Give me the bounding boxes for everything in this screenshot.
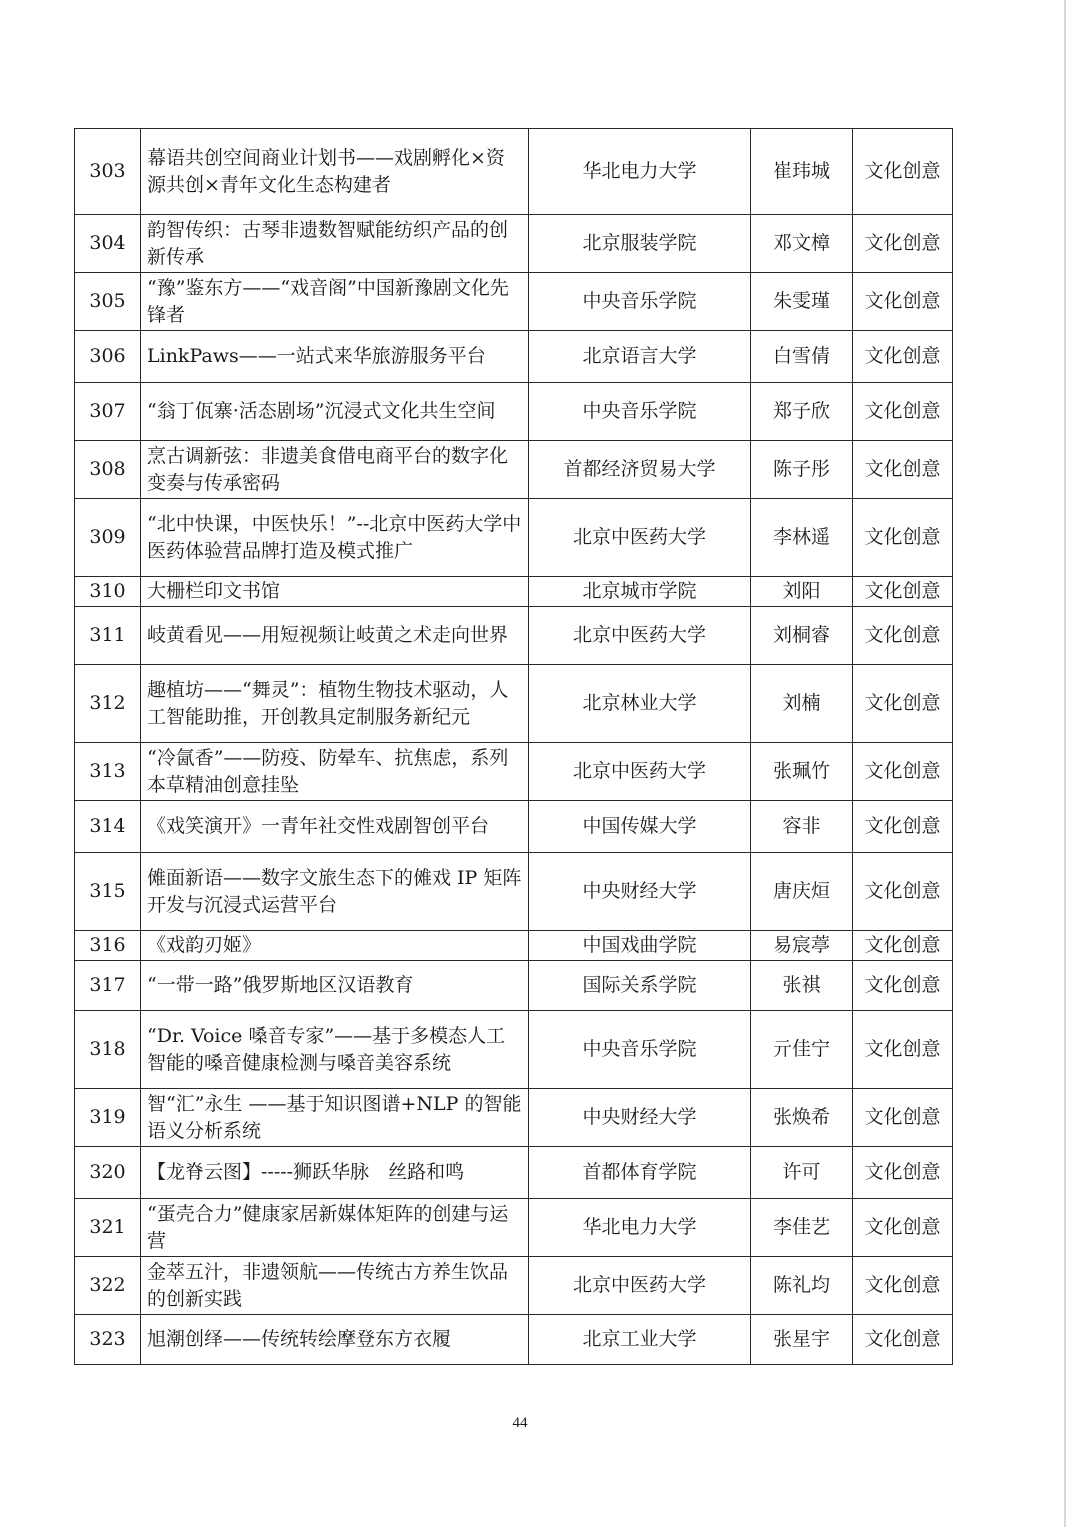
- school-name: 中国传媒大学: [529, 801, 751, 853]
- leader-name: 易宸葶: [751, 931, 853, 961]
- category: 文化创意: [853, 499, 953, 577]
- table-row: [75, 665, 953, 743]
- leader-name: 李林遥: [751, 499, 853, 577]
- row-number: 309: [75, 499, 141, 577]
- table-row: [75, 1199, 953, 1257]
- category: 文化创意: [853, 215, 953, 273]
- category: 文化创意: [853, 1315, 953, 1365]
- row-number: 322: [75, 1257, 141, 1315]
- leader-name: 张祺: [751, 961, 853, 1011]
- category: 文化创意: [853, 801, 953, 853]
- table-row: [75, 1315, 953, 1365]
- table-row: [75, 853, 953, 931]
- entries-table-body: [75, 129, 953, 1365]
- row-number: 319: [75, 1089, 141, 1147]
- leader-name: 朱雯瑾: [751, 273, 853, 331]
- school-name: 北京中医药大学: [529, 743, 751, 801]
- category: 文化创意: [853, 273, 953, 331]
- project-title: “翁丁佤寨·活态剧场”沉浸式文化共生空间: [141, 383, 529, 441]
- project-title: 趣植坊——“舞灵”：植物生物技术驱动，人工智能助推，开创教具定制服务新纪元: [141, 665, 529, 743]
- page-number: 44: [512, 1415, 528, 1431]
- leader-name: 陈子彤: [751, 441, 853, 499]
- school-name: 北京中医药大学: [529, 607, 751, 665]
- table-row: [75, 499, 953, 577]
- category: 文化创意: [853, 331, 953, 383]
- school-name: 首都经济贸易大学: [529, 441, 751, 499]
- school-name: 华北电力大学: [529, 1199, 751, 1257]
- school-name: 国际关系学院: [529, 961, 751, 1011]
- row-number: 321: [75, 1199, 141, 1257]
- row-number: 311: [75, 607, 141, 665]
- row-number: 323: [75, 1315, 141, 1365]
- leader-name: 许可: [751, 1147, 853, 1199]
- category: 文化创意: [853, 441, 953, 499]
- category: 文化创意: [853, 1257, 953, 1315]
- school-name: 北京城市学院: [529, 577, 751, 607]
- project-title: 傩面新语——数字文旅生态下的傩戏 IP 矩阵开发与沉浸式运营平台: [141, 853, 529, 931]
- table-row: [75, 743, 953, 801]
- category: 文化创意: [853, 129, 953, 215]
- category: 文化创意: [853, 383, 953, 441]
- table-row: [75, 961, 953, 1011]
- school-name: 首都体育学院: [529, 1147, 751, 1199]
- school-name: 北京中医药大学: [529, 499, 751, 577]
- school-name: 北京工业大学: [529, 1315, 751, 1365]
- leader-name: 刘桐睿: [751, 607, 853, 665]
- leader-name: 刘楠: [751, 665, 853, 743]
- school-name: 华北电力大学: [529, 129, 751, 215]
- project-title: 韵智传织：古琴非遗数智赋能纺织产品的创新传承: [141, 215, 529, 273]
- school-name: 中央财经大学: [529, 1089, 751, 1147]
- leader-name: 刘阳: [751, 577, 853, 607]
- row-number: 310: [75, 577, 141, 607]
- row-number: 307: [75, 383, 141, 441]
- project-title: “蛋壳合力”健康家居新媒体矩阵的创建与运营: [141, 1199, 529, 1257]
- school-name: 北京林业大学: [529, 665, 751, 743]
- school-name: 北京服装学院: [529, 215, 751, 273]
- project-title: LinkPaws——一站式来华旅游服务平台: [141, 331, 529, 383]
- leader-name: 陈礼均: [751, 1257, 853, 1315]
- row-number: 305: [75, 273, 141, 331]
- entries-table: [74, 128, 953, 1365]
- leader-name: 邓文樟: [751, 215, 853, 273]
- category: 文化创意: [853, 1199, 953, 1257]
- leader-name: 崔玮城: [751, 129, 853, 215]
- project-title: 烹古调新弦：非遗美食借电商平台的数字化变奏与传承密码: [141, 441, 529, 499]
- table-row: [75, 441, 953, 499]
- leader-name: 张珮竹: [751, 743, 853, 801]
- project-title: 岐黄看见——用短视频让岐黄之术走向世界: [141, 607, 529, 665]
- table-row: [75, 331, 953, 383]
- category: 文化创意: [853, 1089, 953, 1147]
- leader-name: 李佳艺: [751, 1199, 853, 1257]
- page-edge: [1064, 0, 1066, 1527]
- row-number: 314: [75, 801, 141, 853]
- school-name: 中央音乐学院: [529, 273, 751, 331]
- table-row: [75, 607, 953, 665]
- table-row: [75, 801, 953, 853]
- project-title: 幕语共创空间商业计划书——戏剧孵化×资源共创×青年文化生态构建者: [141, 129, 529, 215]
- row-number: 315: [75, 853, 141, 931]
- project-title: “一带一路”俄罗斯地区汉语教育: [141, 961, 529, 1011]
- category: 文化创意: [853, 577, 953, 607]
- category: 文化创意: [853, 607, 953, 665]
- table-row: [75, 931, 953, 961]
- category: 文化创意: [853, 1011, 953, 1089]
- project-title: 金萃五汁，非遗领航——传统古方养生饮品的创新实践: [141, 1257, 529, 1315]
- row-number: 303: [75, 129, 141, 215]
- school-name: 北京语言大学: [529, 331, 751, 383]
- project-title: “冷氤香”——防疫、防晕车、抗焦虑，系列本草精油创意挂坠: [141, 743, 529, 801]
- leader-name: 白雪倩: [751, 331, 853, 383]
- category: 文化创意: [853, 931, 953, 961]
- leader-name: 郑子欣: [751, 383, 853, 441]
- leader-name: 张星宇: [751, 1315, 853, 1365]
- school-name: 中央财经大学: [529, 853, 751, 931]
- row-number: 317: [75, 961, 141, 1011]
- leader-name: 容非: [751, 801, 853, 853]
- project-title: 《戏笑演开》一青年社交性戏剧智创平台: [141, 801, 529, 853]
- project-title: 旭潮创绎——传统转绘摩登东方衣履: [141, 1315, 529, 1365]
- row-number: 308: [75, 441, 141, 499]
- table-row: [75, 129, 953, 215]
- table-row: [75, 577, 953, 607]
- table-row: [75, 1011, 953, 1089]
- row-number: 320: [75, 1147, 141, 1199]
- project-title: 大栅栏印文书馆: [141, 577, 529, 607]
- row-number: 304: [75, 215, 141, 273]
- project-title: “Dr. Voice 嗓音专家”——基于多模态人工智能的嗓音健康检测与嗓音美容系统: [141, 1011, 529, 1089]
- project-title: “豫”鉴东方——“戏音阁”中国新豫剧文化先锋者: [141, 273, 529, 331]
- table-row: [75, 383, 953, 441]
- table-row: [75, 1147, 953, 1199]
- project-title: “北中快课，中医快乐！”--北京中医药大学中医药体验营品牌打造及模式推广: [141, 499, 529, 577]
- table-row: [75, 273, 953, 331]
- school-name: 中国戏曲学院: [529, 931, 751, 961]
- school-name: 中央音乐学院: [529, 1011, 751, 1089]
- leader-name: 张焕希: [751, 1089, 853, 1147]
- category: 文化创意: [853, 743, 953, 801]
- project-title: 智“汇”永生 ——基于知识图谱+NLP 的智能语义分析系统: [141, 1089, 529, 1147]
- category: 文化创意: [853, 1147, 953, 1199]
- row-number: 312: [75, 665, 141, 743]
- leader-name: 唐庆烜: [751, 853, 853, 931]
- project-title: 《戏韵刃姬》: [141, 931, 529, 961]
- table-row: [75, 1257, 953, 1315]
- school-name: 中央音乐学院: [529, 383, 751, 441]
- row-number: 306: [75, 331, 141, 383]
- school-name: 北京中医药大学: [529, 1257, 751, 1315]
- category: 文化创意: [853, 853, 953, 931]
- project-title: 【龙脊云图】-----狮跃华脉 丝路和鸣: [141, 1147, 529, 1199]
- table-row: [75, 1089, 953, 1147]
- category: 文化创意: [853, 665, 953, 743]
- leader-name: 亓佳宁: [751, 1011, 853, 1089]
- category: 文化创意: [853, 961, 953, 1011]
- row-number: 316: [75, 931, 141, 961]
- row-number: 318: [75, 1011, 141, 1089]
- row-number: 313: [75, 743, 141, 801]
- table-row: [75, 215, 953, 273]
